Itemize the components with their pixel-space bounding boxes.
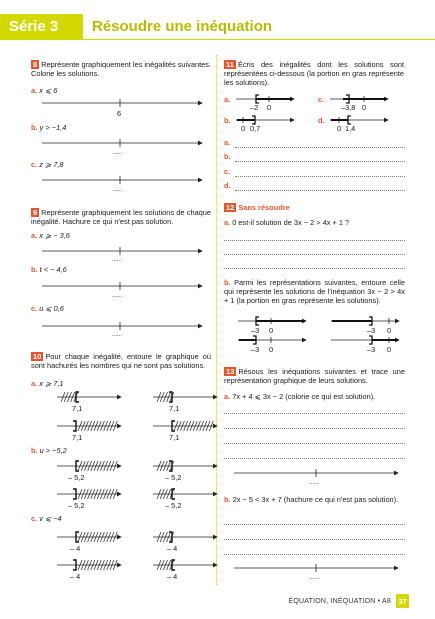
ex11-b-t1: 0 — [241, 124, 246, 133]
ex12-g2-t1: –3 — [367, 326, 376, 335]
ex12-title: Sans résoudre — [238, 203, 290, 212]
ex13-b: b. 2x − 5 < 3x + 7 (hachure ce qui n'est pas solution). — [224, 495, 399, 504]
ex13-b-tick-label: ...... — [309, 575, 320, 581]
ex11-d-t1: 0 — [337, 124, 342, 133]
ex10-b-g2-label: – 5,2 — [165, 473, 182, 482]
ex11-d-label: d. — [318, 116, 325, 125]
ex11-d-t2: 1,4 — [345, 124, 356, 133]
ex11-c-label: c. — [318, 95, 325, 104]
ex13-text: Résous les inéquations suivantes et trace une représentation graphique de leurs solutions. — [224, 367, 405, 385]
ex12-g3-t2: 0 — [269, 345, 274, 354]
ex12-g1-t1: –3 — [251, 326, 260, 335]
ex11-text: Écris des inégalités dont les solutions sont représentées ci-dessous (la portion en gras représente les solutions). — [224, 60, 404, 87]
ex13-b-number-line — [234, 564, 398, 572]
ex8-b: b. y > −1,4 — [31, 123, 67, 132]
ex11-c-t2: 0 — [362, 103, 367, 112]
ex10-b-g1-label: – 5,2 — [68, 473, 85, 482]
ex12-a: a. 0 est-il solution de 3x − 2 > 4x + 1 ? — [224, 218, 350, 227]
ex10-number: 10 — [33, 352, 42, 361]
ex13-a-tick-label: ...... — [309, 480, 320, 486]
ex11-answer-d-label: d. — [224, 181, 231, 190]
ex9-b-tick-label: ...... — [112, 293, 123, 299]
ex10-c-g1-label: – 4 — [70, 544, 81, 553]
ex11-b-t2: 0,7 — [250, 124, 261, 133]
ex8-a: a. x ⩽ 6 — [31, 86, 58, 95]
ex12-g4-t2: 0 — [387, 345, 392, 354]
ex8-a-tick-label: 6 — [117, 109, 122, 118]
ex12-g1-t2: 0 — [269, 326, 274, 335]
ex8-number: 8 — [33, 60, 38, 69]
ex10-a-g4-label: 7,1 — [169, 433, 180, 442]
ex9-a: a. x ⩾ − 3,6 — [31, 231, 70, 240]
ex10-a-g1-label: 7,1 — [72, 404, 83, 413]
ex9-b: b. t < − 4,6 — [31, 265, 67, 274]
ex10-a-g3-label: 7,1 — [72, 433, 83, 442]
ex10-a: a. x ⩾ 7,1 — [31, 379, 64, 388]
ex10-c-g4-label: – 4 — [167, 572, 178, 581]
ex11-a-t2: 0 — [267, 103, 272, 112]
page-number: 37 — [396, 594, 409, 608]
ex12-g4-t1: –3 — [367, 345, 376, 354]
ex10-b: b. u > −5,2 — [31, 446, 67, 455]
ex10-text: Pour chaque inégalité, entoure le graphique où sont hachurés les nombres qui ne sont pas solutions. — [31, 352, 211, 370]
ex13-number: 13 — [226, 367, 235, 376]
ex8-b-tick-label: ...... — [112, 150, 123, 156]
ex9-c-tick-label: ...... — [112, 332, 123, 338]
ex10-b-g3-label: – 5,2 — [68, 501, 85, 510]
ex10-a-g2-label: 7,1 — [169, 404, 180, 413]
ex10-c: c. v ⩽ −4 — [31, 514, 62, 523]
ex11-answer-a-label: a. — [224, 138, 231, 147]
ex11-number: 11 — [226, 60, 234, 69]
ex11-answer-b-label: b. — [224, 152, 231, 161]
ex8-c: c. z ⩾ 7,8 — [31, 160, 64, 169]
ex11-answer-c-label: c. — [224, 167, 231, 176]
ex10-c-g2-label: – 4 — [167, 544, 178, 553]
ex9-number: 9 — [33, 208, 38, 217]
serie-label: Série 3 — [0, 14, 83, 40]
ex9-text: Représente graphiquement les solutions de chaque inégalité. Hachure ce qui n'est pas solution. — [31, 208, 211, 226]
ex13-a: a. 7x + 4 ⩽ 3x − 2 (colorie ce qui est solution). — [224, 392, 376, 401]
ex12-g2-t2: 0 — [387, 326, 392, 335]
ex12-g3-t1: –3 — [251, 345, 260, 354]
ex9-a-tick-label: ...... — [112, 257, 123, 263]
ex8-c-tick-label: ...... — [112, 187, 123, 193]
ex11-b-label: b. — [224, 116, 231, 125]
page-title: Résoudre une inéquation — [92, 18, 273, 35]
footer-chapter: ÉQUATION, INÉQUATION • A8 — [288, 598, 391, 605]
ex10-b-g4-label: – 5,2 — [165, 501, 182, 510]
ex11-a-t1: –2 — [250, 103, 259, 112]
ex12-b: b. Parmi les représentations suivantes, entoure celle qui représente les solutions de l'inéquation 3x − 2 > 4x + 1 (la portion en gras représente les solutions). — [224, 278, 405, 305]
ex10-c-g3-label: – 4 — [70, 572, 81, 581]
ex13-a-number-line — [234, 469, 398, 477]
ex11-a-label: a. — [224, 95, 231, 104]
ex11-c-t1: –3,8 — [341, 103, 356, 112]
ex9-c: c. u ⩽ 0,6 — [31, 304, 64, 313]
ex12-number: 12 — [226, 203, 235, 212]
ex8-text: Représente graphiquement les inégalités suivantes. Colorie les solutions. — [31, 60, 211, 78]
